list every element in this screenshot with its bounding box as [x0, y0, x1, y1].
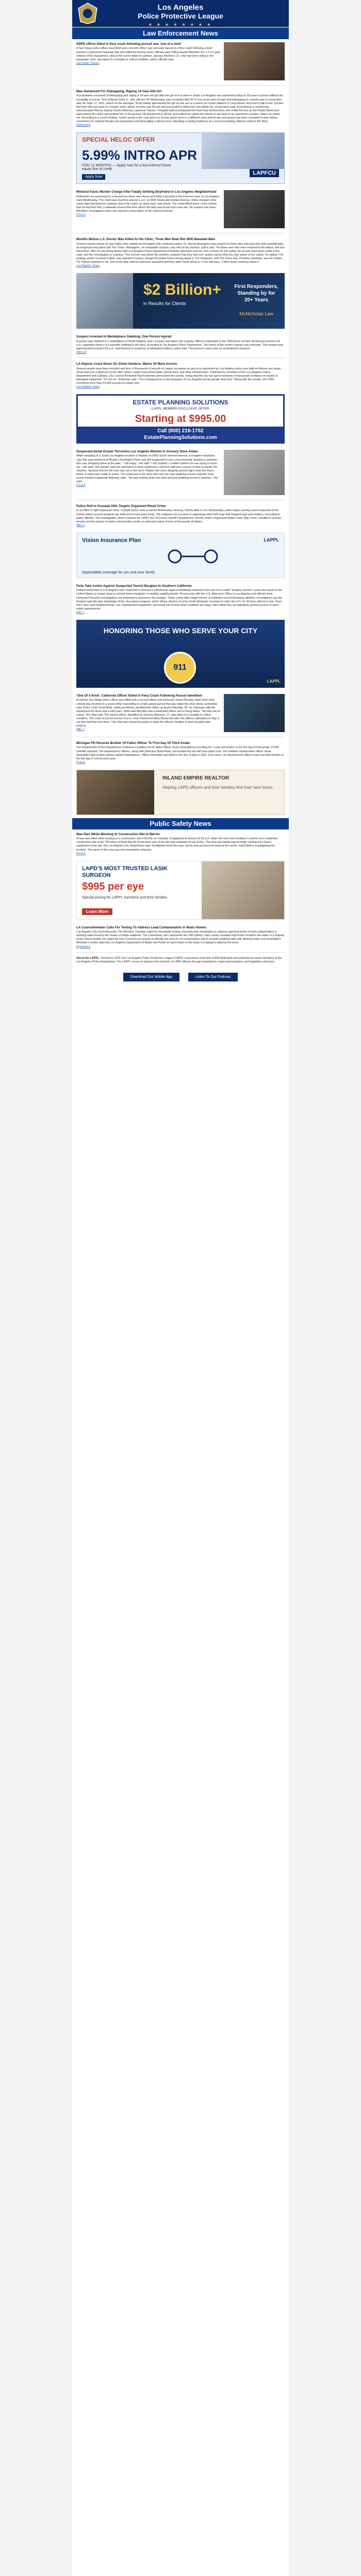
about-section [72, 954, 289, 967]
ad-description: Helping LAPD officers and their families find their next home. [162, 785, 274, 790]
ad-heading: ESTATE PLANNING SOLUTIONS [133, 399, 228, 406]
ad-website[interactable]: EstatePlanningSolutions.com [144, 435, 217, 441]
story-body: In an effort to fight organized crime, multiple police raids occurred Wednesday morning. Shortly after 6 a.m. Wednesday, police began serving search warrants at the homes where several suspects are believed to have been living. The suspects are accused of organizing retail theft rings that targeted high-end retailers, according to police officials. The investigation, which involved the LAPD, the LA County Sheriff's Department, and the state's Organized Retail Crime Task Force, resulted in several arrests and the seizure of stolen merchandise worth an estimated value of tens of thousands of dollars. [76, 509, 281, 523]
ad-heading: HONORING THOSE WHO SERVE YOUR CITY [103, 626, 258, 635]
ad-vision-insurance[interactable] [76, 533, 285, 578]
ad-logo: LAPPL [267, 679, 281, 684]
story [72, 829, 289, 858]
cta-buttons [72, 967, 289, 987]
story-body: A veteran San Diego police officer was killed and a second officer was seriously injured Monday night when their vehicle was involved in a crash while responding to a high-speed pursuit that also killed the other driver, authorities said. Police Chief Scott Wahl, visibly emotional, identified the officer as Austin Machitar, 30. He had been with the department for three and a half years. Wahl said Machitar was a dedicated officer and a loving father. "He was one of a kind," the chief said. The injured officer, identified as Zachary Martinez, 27, was taken to a hospital in critical condition. The crash occurred around 10 p.m. near Clairemont Mesa Boulevard after the officers attempted to stop a car that had fled from them. The chief also asked the public to keep the officers' families in their thoughts and prayers. [76, 699, 220, 728]
story-source-link[interactable]: Los Angeles Times [76, 264, 100, 268]
header-banner [72, 0, 289, 28]
story-title[interactable]: Months Before L.A. Doctor Was Killed At His Clinic, Three Men Beat Him With Baseball Bats [76, 238, 216, 242]
story [72, 39, 289, 84]
ad-seal [164, 652, 196, 684]
ad-description: Apply now for a low-interest home equity line of credit [82, 164, 171, 172]
story-body: Several months before he was fatally shot outside his Woodland Hills medical practice, Dr. Hamid Mostaghim was jumped by three men who beat him with baseball bats, an employee and police told The Times. Mostaghim, an orthopedic surgeon, was shot at his practice, police said. The three men who were involved in the attack, and last December, after he was doing dishes with Los Angeles Police Department homicide detectives and her own concern for her safety. No arrests have been made in the case, and the investigation is ongoing. "The coroner was about the incident, unaware that they had ever spoken about what she was aware of the safety," he added. The beating, which occurred in April, was reported to police, though the public knew nothing about it. The employee, told The Times that, Christine Urbaniak, was his mother. "Dr. Hamid reported to me, well at the time said he had been assaulted and they didn't know about it," in an interview. "I didn't know anything about it." [76, 242, 285, 264]
story-title[interactable]: Suspected Serial Groper Terrorizes Los Angeles Women In Grocery Store Aisles [76, 450, 198, 454]
story-source-link[interactable]: KTLA 5 [76, 484, 86, 487]
ad-cta-button[interactable]: Learn More [82, 908, 112, 915]
story [72, 923, 289, 951]
story [72, 501, 289, 530]
story-title[interactable]: 'One Of A Kind': California Officer Killed in Fiery Crash Following Pursuit Identified [76, 694, 202, 698]
story-body: Several people have been arrested and tens of thousands of pounds of copper recovered as part of a crackdown by Los Angeles police and staff on thieves and repair shops that turn a blind eye to the often stolen copper from street lights, phone lines, and other infrastructure. Published by members of the Los Angeles Police Department and Caltrans, City Council President Paul Krekorian announced the arrests, noting that the city has spent hundreds of thousands of dollars on repairs to damaged equipment. "It's not ok," Krekorian said. "The consequences to the taxpayers of Los Angeles are far greater than that." Along with the arrests, the LAPD recovered more than 14,000 pounds of copper wire. [76, 367, 281, 385]
ad-lasik[interactable] [76, 861, 285, 920]
ad-heading: INLAND EMPIRE REALTOR [162, 775, 229, 781]
story-title[interactable]: Police Roll in Granada Hills Targets Organized Retail Crime [76, 504, 166, 509]
ad-cta-button[interactable]: Apply Now [82, 174, 105, 180]
story [72, 234, 289, 270]
story-title[interactable]: LA Councilmember Calls For Testing To Address Lead Contamination In Watts Homes [76, 925, 207, 929]
ad-photo [202, 133, 284, 169]
story-source-link[interactable]: San Diego Tribune [76, 61, 100, 65]
section-header-public-safety: Public Safety News [72, 818, 289, 829]
ad-logo: LAPPL [264, 537, 279, 543]
story-body: While shopping at a South Los Angeles location of Ralphs on 2600 South Vermont Avenue, a longtime employee says this past weekend at Moose's Huntington Park, and she happened to see a man brazenly groping a customer, who was shopping alone in the aisle. "I felt angry," she said. "I felt violated. I couldn't believe he was trying to touch me," she said. The woman said she reported it to store employees, and that staff were unsure of how to handle the situation. Security told her the man was not in the store. Ralphs has since allegedly posted signs near the man's photo. A report was made to police. The employee in the store who saw the man targeting women said the most recent incident happened Saturday night. "He was walking down the aisle and just grabbing women's behinds," she said. [76, 454, 218, 484]
story-body: A person was stabbed in a marketplace in Boyle Heights, and a suspect was taken into custody. Officers responded to the 1000 block of Prizer Boulevard around 4:15 p.m. regarding reports of a possible stabbing in the area, according to Los Angeles Police Department. The extent of the victim's injuries was unknown. The suspect was apprehended around 4:30 p.m. and booked on suspicion of attempted robbery, police said. The person's name was not immediately released. [76, 340, 284, 350]
ad-term: FOR 12 MONTHS [82, 164, 111, 168]
story-title[interactable]: Michigan PD Records Brother Of Fallen Officer To First Day Of Third Grade [76, 741, 190, 745]
story-title[interactable]: Feds Take Action Against Suspected Tourist Burglars In Southern California [76, 584, 192, 588]
story-source-link[interactable]: MyNewsLA [76, 124, 91, 127]
ad-heading: Vision Insurance Plan [82, 537, 141, 544]
eyeglasses-icon [154, 549, 232, 564]
ad-special-label: SPECIAL HELOC OFFER [82, 136, 155, 144]
ad-credit-union-heloc[interactable] [76, 132, 285, 184]
story-source-link[interactable]: KTLA 5 [76, 213, 86, 217]
story-title[interactable]: Man Dies While Working At Construction Site In Bel-Air [76, 832, 160, 836]
story-source-link[interactable]: Los Angeles Times [76, 385, 100, 388]
ad-realtor[interactable] [76, 770, 285, 815]
divider [76, 952, 285, 953]
story-image[interactable] [224, 450, 285, 495]
ad-firm-name: McNicholas Law [239, 311, 273, 317]
header-stars: ★ ★ ★ ★ ★ ★ ★ ★ [149, 23, 212, 27]
ad-law-firm[interactable] [76, 273, 285, 329]
header-title-line1: Los Angeles [157, 3, 204, 12]
ad-seal-text: 911 [173, 663, 187, 672]
story-title[interactable]: SDPD officer killed in fiery crash following pursuit was 'one of a kind' [76, 42, 182, 46]
story [72, 447, 289, 499]
story-body: A San Diego police officer was killed and a second officer was seriously injured in a fiery crash following a brief pursuit in Clairemont Saturday that also killed the fleeing driver, officials said. Officer Austin Machitar, 30, a 3 1/2-year veteran of the department, died at the scene while his partner, Zachary Martinez, 27, who had been riding in the passenger seat, was taken to a hospital in critical condition, police officials said. [76, 47, 221, 61]
story-source-link[interactable]: ABC 7 [76, 611, 85, 614]
story-source-link[interactable]: CBS LA [76, 351, 87, 354]
story-title[interactable]: Man Sentenced For Kidnapping, Raping 14-Year-Old Girl [76, 90, 162, 93]
story-image[interactable] [224, 42, 285, 80]
divider [76, 85, 285, 86]
newsletter-container [72, 0, 289, 2576]
about-label: About the LAPPL: [76, 956, 101, 960]
podcast-button[interactable]: Listen To Our Podcast [188, 973, 238, 981]
ad-subtext: FOR 12 MONTHS — Apply now for a low-interest home equity line of credit [82, 164, 171, 172]
story-title[interactable]: Motorist Faces Murder Charge After Fatally Striking Boyfriend in Los Angeles Neighborhood [76, 190, 217, 194]
story-body: The Hedmanville Police Department continued a tradition set by fallen Officer Jesse Shanafelt by escorting his 7-year-old brother to his first day of third grade. POPE OHVAR reported. The department's officers, along with Detective Brad Rowe, surrounded the car with their patrol cars. The tradition started when officer Jesse Shanafelt's little brother Ashton started kindergarten. Officer Shanafelt was killed in the line of duty in 2021. Ever since, the department's officers have escorted Ashton to his first day of school each year. [76, 746, 284, 760]
story-body: A man was killed while working at a construction site in Bel-Air on Tuesday. It happened at around 12:15 p.m. when the man was working in a trench at a residential construction site in the 700 block of North Bel-Air Road when part of the dirt wall collapsed on top of him. The man was fatally injured while working from heavy equipment at the site, the Los Angeles Fire Department said. Firefighters freed the man, but he was pronounced dead at the scene. Cal/OSHA is investigating the incident. The name of the man was not immediately released. [76, 837, 277, 852]
ad-phone[interactable]: Call (800) 216-1762 [157, 428, 204, 434]
story [72, 359, 289, 391]
story [72, 738, 289, 767]
ad-logo: LAPFCU [250, 169, 279, 177]
story [72, 691, 289, 736]
ad-description: Special pricing for LAPPL members and their families [82, 895, 168, 900]
download-app-button[interactable]: Download Our Mobile App [123, 973, 179, 981]
story-title[interactable]: Suspect Arrested in Marketplace Stabbing, One Person Injured [76, 335, 172, 339]
section-header-law-enforcement: Law Enforcement News [72, 28, 289, 39]
story [72, 332, 289, 357]
story-body: Federal authorities in Los Angeles were expected to announce indictments against individuals believed to be part of so-called "burglary tourism" crews who travel to the United States on tourist visas to commit home burglaries in wealthy neighborhoods. Prosecutors with the U.S. Attorney's Office in Los Angeles and officials from Homeland Security Investigations are expected to announce the charges. These crews often target homes of celebrities and professional athletes. Investigators say the burglars typically take advantage of the visa waiver program, which allows citizens of some South American countries to enter the U.S. for 90 days without a visa. Once here, they case neighborhoods, use sophisticated equipment, and break into homes when residents are away, often while they are attending sporting events or other public appearances. [76, 589, 283, 611]
story-body: A probationer convicted of kidnapping and raping a 14-year-old girl after the girl of of a store in South Los Angeles was sentenced today to 29 years in prison without the possibility of parole. Terry Edward Scott Jr., who will turn 40 Wednesday, was convicted April 30 of one count each of rape and kidnapping to commit rape in connection with the Sept. 27, 2021, attack on the teenager. Scott initially approached the girl as she sat on a bench at a trash platform in Long Beach and tried to talk to her, but she fled from him and went to a nearby store, where he then saw the girl and proceeded to follow her and attack her, prosecutors said. According to a sentencing memorandum filed by Deputy District Attorney Lawrence Tokmer. "Hospital staff accompanied the teen from behind when she exited the bus at San Pedro Street and approached the victim and pushed her to the ground. He threatened to kill her and walked her about two blocks to the back of an apartment complex, where he raped her. According to a court's finding, Scott's arrest in the case led to an 8-year prison term in a different case and he also previously had been convicted of prior felony convictions for criminal threats and possession and dissuading a witness from attending or giving testimony at a court proceeding, Mariani noted in the filing. [76, 94, 284, 124]
lappl-badge-icon [76, 2, 99, 25]
about-text: Formed in 1923, the Los Angeles Police Protective League (LAPPL) represents more than 8,800 dedicated and professional sworn members of the Los Angeles Police Department. The LAPPL serves to advance the interests of LAPD officers through negotiations, legal representation, and legislative advocacy. [76, 956, 282, 963]
ad-price: Starting at $995.00 [135, 413, 226, 425]
story-source-link[interactable]: Police1 [76, 760, 86, 764]
story [72, 187, 289, 232]
ad-estate-planning[interactable] [76, 394, 285, 444]
ad-rate: 5.99% INTRO APR [82, 147, 197, 163]
ad-911-tribute[interactable] [76, 620, 285, 688]
story-source-link[interactable]: NBC 7 [76, 728, 85, 732]
story-source-link[interactable]: MyNewsLA [76, 945, 91, 948]
ad-results-label: in Results for Clients [143, 301, 186, 307]
story [72, 87, 289, 129]
story [72, 581, 289, 617]
ad-attorney-photo [76, 273, 133, 329]
ad-photo [77, 770, 154, 815]
ad-tagline: First Responders, Standing by for 20+ Years [234, 284, 278, 303]
story-title[interactable]: LA Rejects Crack Down On Street Vendors, Warns Of More Arrests [76, 362, 177, 366]
header-title [103, 3, 258, 29]
story-image[interactable] [224, 190, 285, 228]
ad-heading: LAPD'S MOST TRUSTED LASIK SURGEON [82, 865, 168, 878]
ad-results-amount: $2 Billion+ [143, 281, 221, 299]
ad-contact-bar[interactable] [78, 427, 283, 442]
story-body: Authorities are searching for a hit-and-run driver who struck and killed a bicyclist in the Florence area of Los Angeles early Wednesday. The crash was reported around 1 a.m. on 80th Street and Hooper Avenue. Video showed crime scene tape blocking the roadway where the victim, an adult male, was struck. The unidentified driver of the vehicle that hit and then fled, a sidewalk several feet from where the bike was found and crash site. No suspect has been identified. Investigators have not released a description of the vehicle involved. [76, 195, 220, 213]
story-image[interactable] [224, 694, 285, 732]
ad-footer-text: Dependable coverage for you and your family [82, 570, 155, 574]
ad-subheading: LAPPL MEMBER EXCLUSIVE OFFER [151, 407, 210, 411]
ad-photo [202, 861, 284, 919]
header-title-line2: Police Protective League [138, 12, 223, 20]
story-body: Los Angeles City Councilmember Tim McOsker Tuesday called for immediate testing, reporting and remediation to address alarming levels of lead contamination in drinking water found in the homes of Watts residents. The councilman, who represents the 15th District, said a study revealed high levels of lead in the water in a majority of the homes tested. He urged the City Council to act quickly to identify the sources of contamination and to provide residents with safe drinking water and remediation. McOsker's motion asks the Los Angeles Department of Water and Power to report back on the steps it is taking to address the issue. [76, 930, 285, 945]
ad-price: $995 per eye [82, 880, 144, 892]
story-source-link[interactable]: NBC 4 [76, 523, 85, 527]
story-source-link[interactable]: KTLA 5 [76, 852, 86, 855]
